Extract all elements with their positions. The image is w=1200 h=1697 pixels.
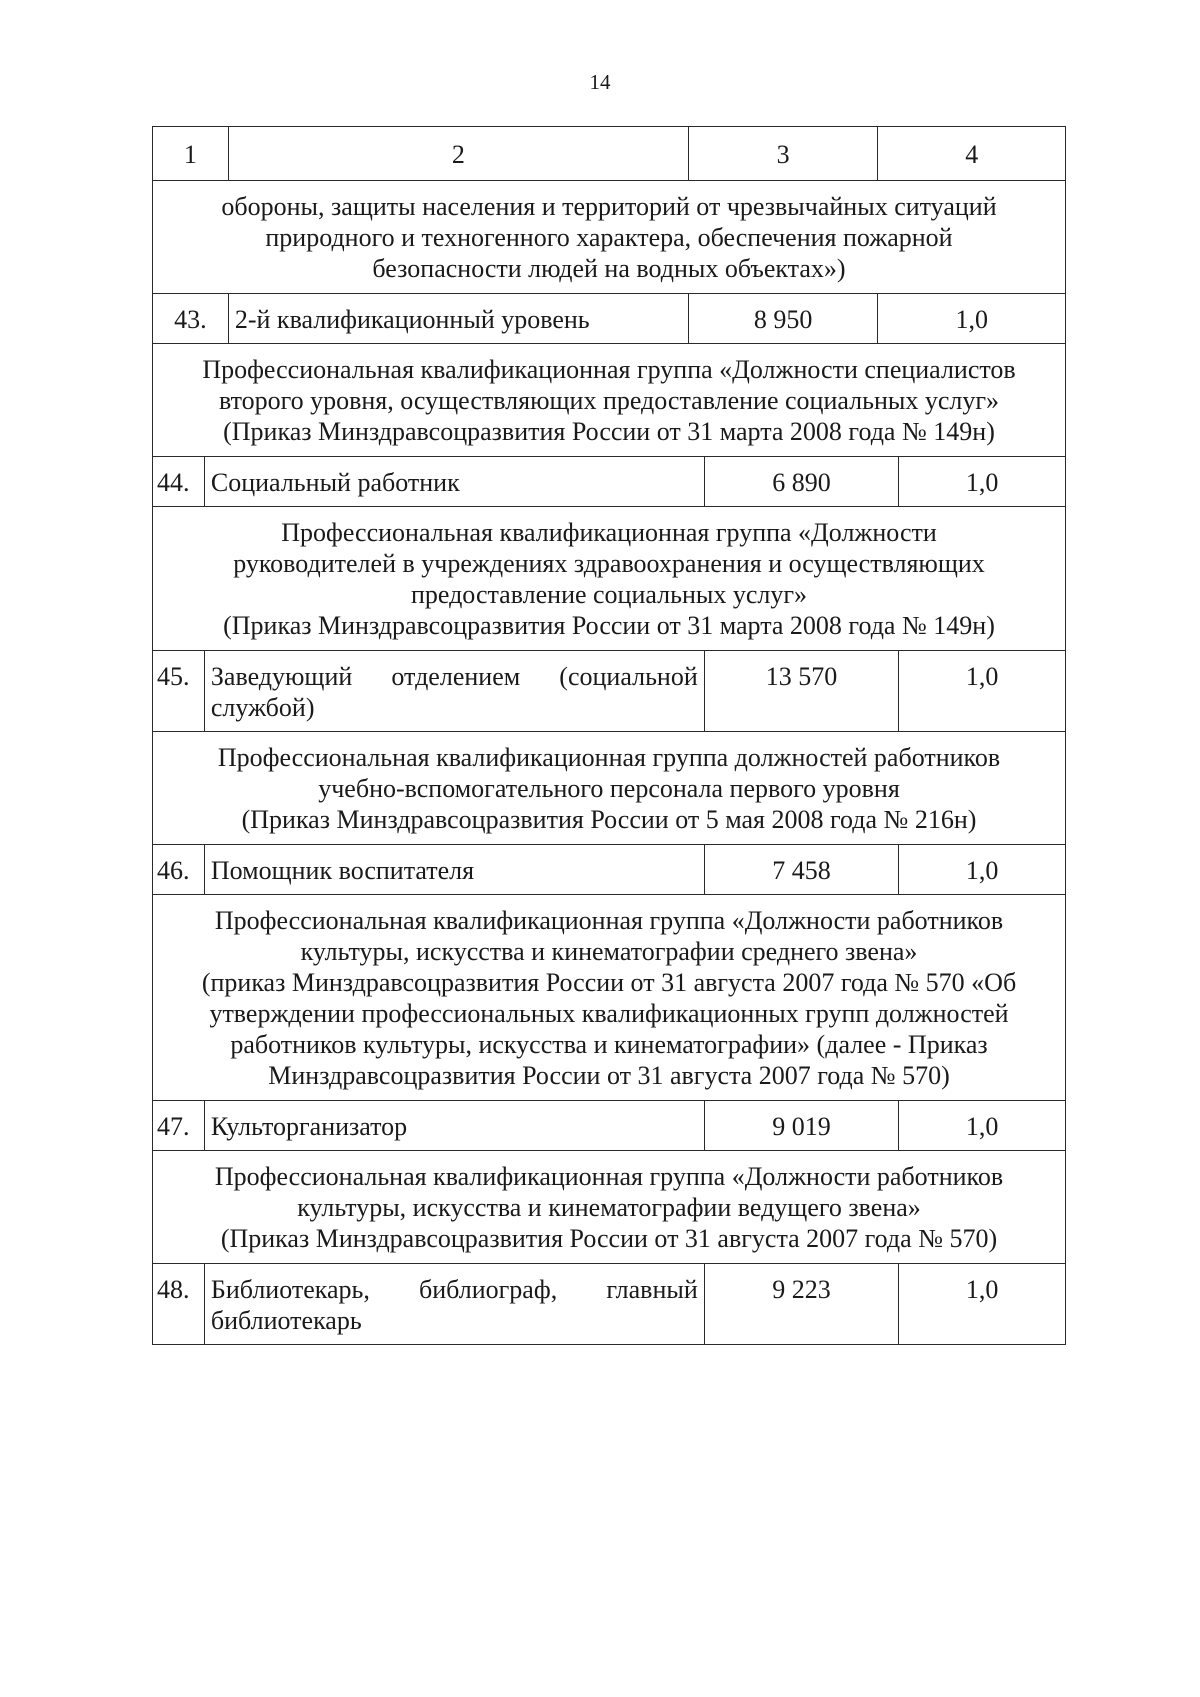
coefficient-value: 1,0 (965, 662, 999, 691)
salary-table (152, 126, 1066, 1345)
header-cell-4: 4 (965, 140, 979, 169)
group-line: Профессиональная квалификационная группа «Должности специалистов (202, 355, 1016, 384)
salary-value: 8 950 (689, 294, 879, 343)
coefficient-value: 1,0 (965, 1275, 999, 1304)
group-line: природного и техногенного характера, обеспечения пожарной (265, 223, 953, 252)
group-line: безопасности людей на водных объектах») (372, 254, 846, 283)
header-cell-2: 2 (229, 127, 689, 180)
group-line: Профессиональная квалификационная группа «Должности (281, 518, 937, 547)
header-cell-1: 1 (153, 127, 229, 180)
qualification-group-heading (152, 344, 1066, 457)
group-line: утверждении профессиональных квалификационных групп должностей (209, 999, 1009, 1028)
row-number: 48. (153, 1264, 205, 1344)
page-number: 14 (589, 70, 611, 94)
group-line: руководителей в учреждениях здравоохранения и осуществляющих (233, 549, 985, 578)
row-number: 45. (153, 651, 205, 731)
group-line: Профессиональная квалификационная группа «Должности работников (214, 906, 1004, 935)
salary-value: 6 890 (705, 457, 900, 506)
group-line: предоставление социальных услуг» (410, 580, 808, 609)
group-line: (Приказ Минздравсоцразвития России от 31 марта 2008 года № 149н) (223, 611, 995, 640)
group-line: культуры, искусства и кинематографии среднего звена» (300, 937, 918, 966)
group-line: Профессиональная квалификационная группа должностей работников (217, 743, 1001, 772)
qualification-group-heading (152, 181, 1066, 294)
qualification-group-heading (152, 507, 1066, 651)
qualification-group-heading (152, 732, 1066, 845)
position-name: Заведующий отделением (социальной службой) (205, 651, 705, 731)
table-row (152, 294, 1066, 344)
row-number: 46. (153, 845, 205, 894)
group-line: учебно-вспомогательного персонала первого уровня (318, 774, 900, 803)
position-name: 2-й квалификационный уровень (229, 294, 689, 343)
group-line: (Приказ Минздравсоцразвития России от 5 мая 2008 года № 216н) (241, 805, 977, 834)
group-line: (приказ Минздравсоцразвития России от 31 августа 2007 года № 570 «Об (201, 968, 1017, 997)
position-name: Библиотекарь, библиограф, главный библиотекарь (205, 1264, 705, 1344)
position-name: Социальный работник (205, 457, 705, 506)
header-cell-3: 3 (689, 127, 879, 180)
salary-value: 9 223 (705, 1264, 900, 1344)
group-line: Минздравсоцразвития России от 31 августа 2007 года № 570) (268, 1061, 950, 1090)
position-name: Помощник воспитателя (205, 845, 705, 894)
qualification-group-heading (152, 1151, 1066, 1264)
group-line: культуры, искусства и кинематографии ведущего звена» (297, 1193, 921, 1222)
qualification-group-heading (152, 895, 1066, 1101)
group-line: обороны, защиты населения и территорий от чрезвычайных ситуаций (221, 192, 997, 221)
position-name: Культорганизатор (205, 1101, 705, 1150)
table-row (152, 1101, 1066, 1151)
row-number: 43. (153, 294, 229, 343)
salary-value: 9 019 (705, 1101, 900, 1150)
group-line: (Приказ Минздравсоцразвития России от 31 марта 2008 года № 149н) (223, 417, 995, 446)
salary-value: 13 570 (705, 651, 900, 731)
row-number: 44. (153, 457, 205, 506)
row-number: 47. (153, 1101, 205, 1150)
coefficient-value: 1,0 (965, 468, 999, 497)
table-row (152, 845, 1066, 895)
salary-value: 7 458 (705, 845, 900, 894)
table-header-row (152, 126, 1066, 181)
group-line: второго уровня, осуществляющих предоставление социальных услуг» (218, 386, 1000, 415)
table-row (152, 1264, 1066, 1345)
coefficient-value: 1,0 (965, 856, 999, 885)
group-line: Профессиональная квалификационная группа «Должности работников (214, 1162, 1004, 1191)
coefficient-value: 1,0 (965, 1112, 999, 1141)
coefficient-value: 1,0 (955, 305, 988, 334)
table-row (152, 457, 1066, 507)
table-row (152, 651, 1066, 732)
group-line: (Приказ Минздравсоцразвития России от 31 августа 2007 года № 570) (220, 1224, 998, 1253)
group-line: работников культуры, искусства и кинематографии» (далее - Приказ (230, 1030, 988, 1059)
